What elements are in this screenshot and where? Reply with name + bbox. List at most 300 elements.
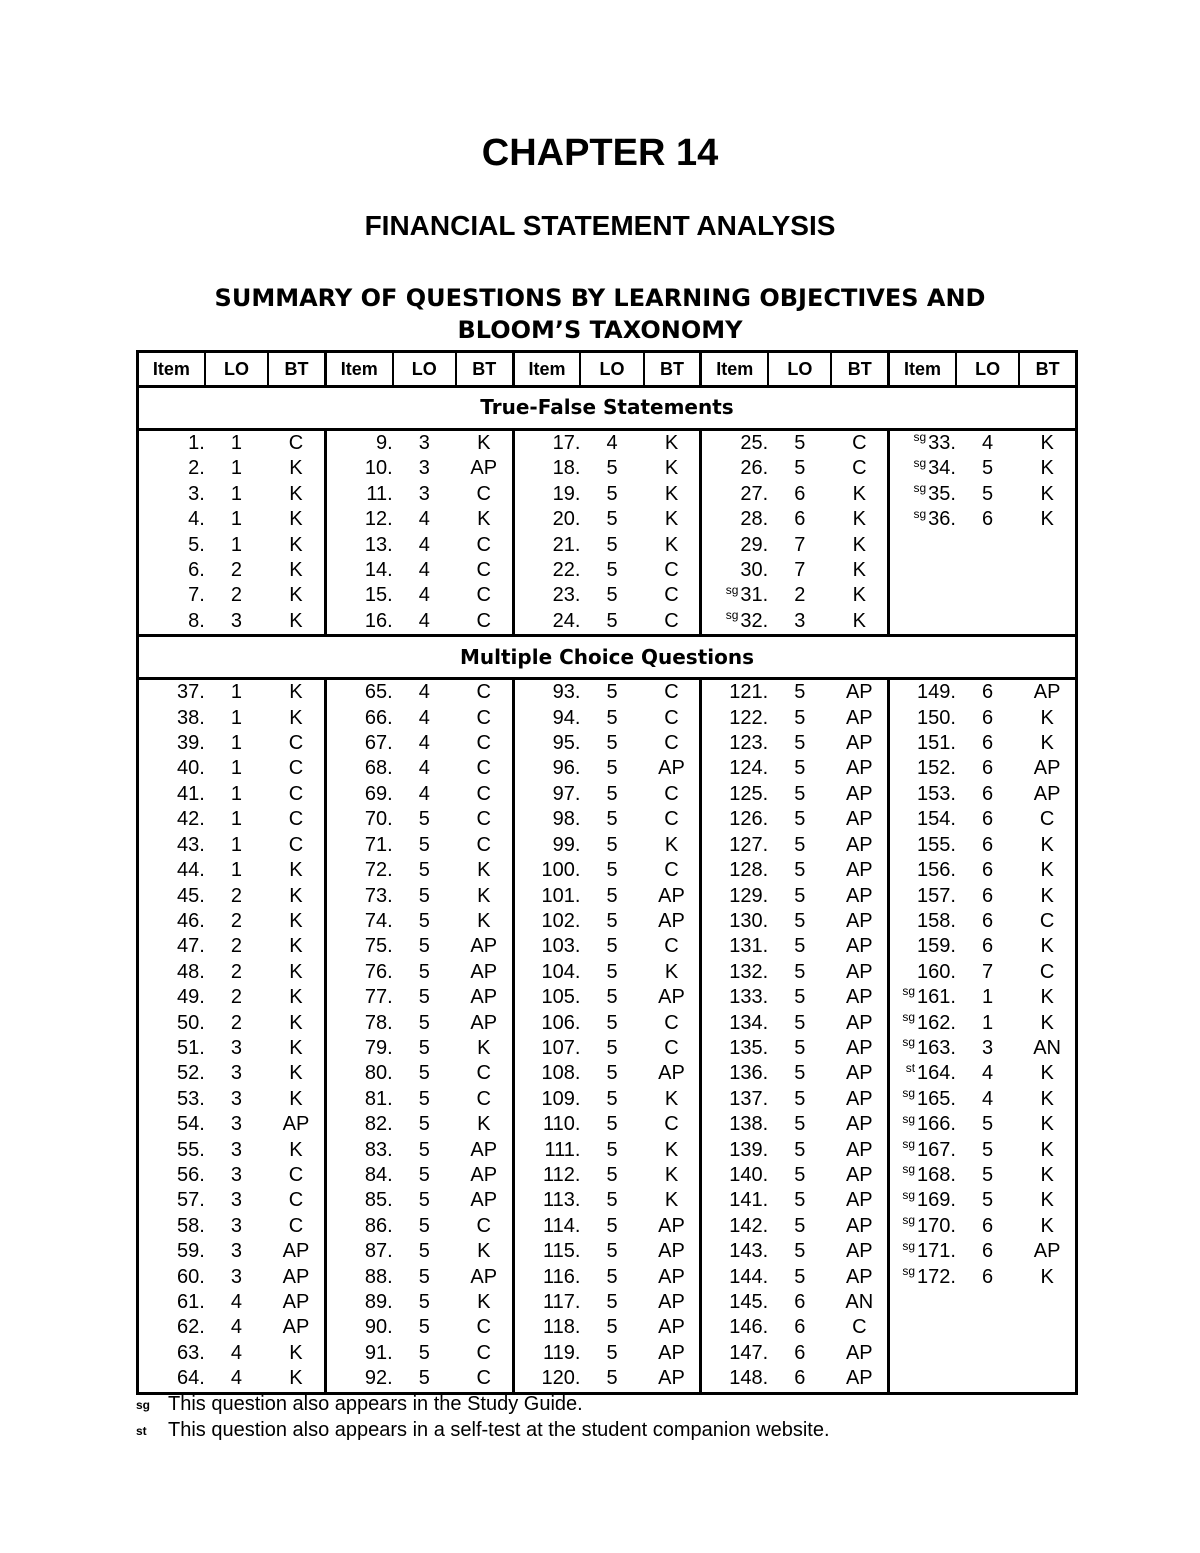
bt-cell: K [1019,1011,1076,1036]
bt-cell: K [644,833,701,858]
item-cell: 64. [177,1367,205,1390]
footnote-marker: sg [725,608,739,623]
lo-cell: 6 [982,1265,994,1288]
item-cell: 129. [729,884,769,907]
bt-cell: C [831,430,888,457]
item-cell: 24. [552,609,581,632]
lo-cell: 5 [794,1062,806,1085]
footnote-mark: sg [136,1398,151,1412]
item-cell: 103. [541,935,581,958]
bt-cell: K [644,1163,701,1188]
bt-cell: AP [268,1112,325,1137]
lo-cell: 5 [794,782,806,805]
lo-cell [956,1341,1019,1366]
lo-cell: 1 [230,457,243,480]
bt-cell: C [456,756,513,781]
bt-cell: K [831,558,888,583]
item-cell: 99. [552,833,581,856]
bt-cell: K [831,609,888,636]
item-cell: $^{sg}$ 170. [902,1213,956,1237]
item-cell: $^{sg}$ 165. [902,1086,956,1110]
footnote-text: This question also appears in the Study Guide. [168,1393,583,1415]
item-cell: 41. [177,782,205,805]
section-header-row [138,636,1077,679]
footnote-marker: sg [902,1035,916,1050]
bt-cell: K [644,1087,701,1112]
bt-cell: AP [831,1011,888,1036]
bt-cell: K [268,1036,325,1061]
lo-cell: 6 [982,1214,994,1237]
item-cell: 5. [188,533,205,556]
lo-cell: 5 [418,909,430,932]
lo-cell [956,533,1019,558]
lo-cell: 5 [606,909,618,932]
item-cell: 71. [364,833,393,856]
lo-cell: 6 [794,1291,806,1313]
column-header-item: Item [325,352,392,387]
bt-cell: K [268,583,325,608]
item-cell: $^{sg}$ 161. [902,984,956,1009]
item-cell: 60. [177,1265,205,1288]
item-cell: 108. [541,1062,581,1085]
table-row [138,1061,1077,1086]
lo-cell: 6 [982,884,994,907]
lo-cell: 7 [794,533,806,556]
item-cell: $^{sg}$ 35. [913,481,956,505]
item-cell: 155. [917,833,956,856]
item-cell [889,583,956,608]
item-cell: 88. [364,1265,393,1288]
bt-cell: AP [644,1265,701,1290]
bt-cell: K [1019,1265,1076,1290]
table-row [138,533,1077,558]
bt-cell: K [456,909,513,934]
lo-cell: 2 [230,1011,243,1034]
lo-cell: 5 [418,1316,430,1339]
lo-cell: 3 [230,1265,243,1288]
lo-cell: 3 [230,1062,243,1085]
column-header-bt: BT [831,352,888,387]
item-cell: 56. [177,1163,205,1186]
bt-cell: AP [644,909,701,934]
bt-cell: AP [456,456,513,481]
column-header-item: Item [513,352,580,387]
lo-cell: 5 [606,935,618,958]
item-cell: 128. [729,859,769,882]
footnote-marker: sg [902,1162,916,1177]
item-cell: $^{sg}$ 33. [913,430,956,454]
bt-cell: C [1019,960,1076,985]
lo-cell: 5 [418,859,430,882]
lo-cell: 5 [606,457,618,480]
lo-cell: 6 [794,508,806,531]
lo-cell: 5 [606,1214,618,1237]
table-body [138,387,1077,1394]
lo-cell: 5 [606,1011,618,1034]
lo-cell: 5 [606,1341,618,1364]
lo-cell: 5 [606,482,618,505]
lo-cell: 5 [418,1265,430,1288]
item-cell: 61. [177,1291,205,1313]
item-cell: 1. [188,432,205,454]
item-cell: 110. [542,1113,581,1136]
item-cell: 104. [541,960,581,983]
item-cell [889,1315,956,1340]
table-row [138,1138,1077,1163]
item-cell: 58. [177,1214,205,1237]
bt-cell: K [1019,1214,1076,1239]
item-cell: 12. [364,508,393,531]
footnote-marker: sg [913,455,927,470]
item-cell [889,1366,956,1393]
lo-cell: 5 [606,1087,618,1110]
column-header-bt: BT [1019,352,1076,387]
bt-cell: C [644,1036,701,1061]
bt-cell: K [1019,985,1076,1010]
lo-cell: 5 [606,1240,618,1263]
bt-cell [1019,1341,1076,1366]
lo-cell: 3 [230,609,243,632]
lo-cell: 5 [794,1138,806,1161]
bt-cell: K [831,533,888,558]
item-cell: 50. [177,1011,205,1034]
item-cell: 16. [364,609,393,632]
footnote-marker: sg [902,1136,916,1151]
item-cell: 115. [542,1240,581,1263]
item-cell: 94. [552,706,581,729]
lo-cell: 5 [982,1138,994,1161]
summary-heading-line-1: SUMMARY OF QUESTIONS BY LEARNING OBJECTIVES AND [214,284,986,312]
lo-cell: 4 [418,609,430,632]
bt-cell: K [644,482,701,507]
item-cell: 59. [177,1240,205,1263]
lo-cell: 5 [418,1062,430,1085]
bt-cell: C [644,706,701,731]
lo-cell: 5 [418,1138,430,1161]
item-cell: 156. [917,859,956,882]
lo-cell: 7 [794,559,806,582]
lo-cell: 4 [418,533,430,556]
bt-cell: C [456,482,513,507]
lo-cell [956,1366,1019,1393]
bt-cell: K [268,1087,325,1112]
item-cell: 10. [364,457,393,480]
item-cell: $^{sg}$ 163. [902,1035,956,1059]
bt-cell: K [644,507,701,532]
bt-cell: K [456,430,513,457]
lo-cell: 3 [230,1036,243,1059]
lo-cell: 6 [794,1367,806,1390]
section-header-row [138,387,1077,430]
lo-cell: 5 [418,808,430,831]
bt-cell: AP [644,1061,701,1086]
item-cell: 149. [917,681,956,704]
item-cell: 93. [552,681,581,704]
table-row [138,706,1077,731]
bt-cell: K [268,1138,325,1163]
lo-cell: 6 [982,909,994,932]
bt-cell: AP [456,960,513,985]
table-row [138,782,1077,807]
lo-cell: 6 [982,732,994,755]
item-cell: 124. [729,757,769,780]
lo-cell: 5 [606,609,618,632]
lo-cell: 5 [418,1214,430,1237]
lo-cell: 5 [418,1240,430,1263]
lo-cell: 5 [794,432,806,454]
bt-cell: K [268,507,325,532]
item-cell: 133. [729,986,769,1009]
lo-cell: 5 [794,457,806,480]
lo-cell [956,583,1019,608]
lo-cell: 5 [606,782,618,805]
item-cell: $^{sg}$ 168. [902,1162,956,1186]
lo-cell: 5 [606,884,618,907]
footnote [136,1392,1136,1418]
bt-cell: C [456,1341,513,1366]
bt-cell: AP [644,1315,701,1340]
bt-cell: K [644,1138,701,1163]
table-row [138,430,1077,457]
summary-table [136,350,1078,1395]
lo-cell: 5 [982,482,994,505]
item-cell: 28. [740,508,769,531]
item-cell: 85. [364,1189,393,1212]
bt-cell: C [644,583,701,608]
bt-cell: AP [831,909,888,934]
bt-cell: AN [831,1290,888,1315]
item-cell: $^{sg}$ 167. [902,1136,956,1161]
footnote-marker: sg [913,481,927,496]
lo-cell: 2 [230,884,243,907]
item-cell: 148. [729,1367,769,1390]
bt-cell: AP [456,1138,513,1163]
bt-cell: K [268,609,325,636]
lo-cell: 5 [606,986,618,1009]
bt-cell: AP [831,1138,888,1163]
bt-cell: AP [831,756,888,781]
bt-cell: K [1019,884,1076,909]
bt-cell: K [644,456,701,481]
lo-cell: 6 [794,482,806,505]
item-cell: 158. [917,909,956,932]
lo-cell: 3 [794,609,806,632]
item-cell: 25. [740,432,769,454]
item-cell: 91. [364,1341,393,1364]
column-header-lo: LO [956,352,1019,387]
item-cell: 143. [729,1240,769,1263]
table-header [138,352,1077,387]
footnote-marker: sg [725,582,739,597]
lo-cell: 5 [794,808,806,831]
bt-cell: C [456,1087,513,1112]
bt-cell: K [456,1239,513,1264]
table-row [138,756,1077,781]
lo-cell: 3 [418,457,430,480]
bt-cell [1019,1315,1076,1340]
lo-cell: 5 [418,1367,430,1390]
footnotes [136,1392,1136,1444]
item-cell: 105. [541,986,581,1009]
item-cell: 19. [552,482,581,505]
lo-cell: 5 [794,909,806,932]
item-cell: 142. [729,1214,769,1237]
bt-cell: C [268,756,325,781]
bt-cell: C [456,609,513,636]
bt-cell: K [1019,934,1076,959]
lo-cell: 5 [606,1291,618,1313]
lo-cell: 6 [982,757,994,780]
lo-cell: 6 [982,681,994,704]
table-row [138,934,1077,959]
item-cell: 132. [729,960,769,983]
lo-cell: 6 [982,935,994,958]
item-cell: 46. [177,909,205,932]
lo-cell [956,1290,1019,1315]
lo-cell: 5 [418,935,430,958]
bt-cell: AP [831,706,888,731]
lo-cell: 5 [418,1163,430,1186]
bt-cell: K [1019,858,1076,883]
summary-heading [0,282,1200,346]
footnote-marker: sg [902,1213,916,1228]
bt-cell: AP [644,1290,701,1315]
table-row [138,1188,1077,1213]
footnote [136,1418,1136,1444]
bt-cell [1019,1366,1076,1393]
item-cell: 112. [542,1163,581,1186]
lo-cell: 5 [794,1011,806,1034]
item-cell: 13. [364,533,393,556]
bt-cell: C [644,782,701,807]
bt-cell: AP [644,1366,701,1393]
table-row [138,1112,1077,1137]
bt-cell: AP [644,884,701,909]
bt-cell: K [1019,833,1076,858]
lo-cell: 5 [794,884,806,907]
bt-cell: C [456,807,513,832]
item-cell: 4. [188,508,205,531]
bt-cell: C [268,430,325,457]
bt-cell: C [268,1163,325,1188]
lo-cell: 5 [606,706,618,729]
lo-cell: 5 [606,808,618,831]
table-row [138,1341,1077,1366]
table-row [138,583,1077,608]
item-cell: 80. [364,1062,393,1085]
item-cell: 40. [177,757,205,780]
lo-cell: 5 [418,1036,430,1059]
bt-cell: K [268,533,325,558]
lo-cell: 5 [418,1341,430,1364]
bt-cell: C [268,807,325,832]
table-row [138,833,1077,858]
bt-cell: C [644,934,701,959]
bt-cell: C [268,1188,325,1213]
lo-cell: 1 [230,482,243,505]
item-cell: 17. [552,432,581,454]
item-cell: 127. [729,833,769,856]
lo-cell: 5 [794,757,806,780]
bt-cell: K [456,1112,513,1137]
bt-cell: K [268,985,325,1010]
item-cell: 97. [552,782,581,805]
lo-cell: 4 [230,1367,243,1390]
bt-cell: AP [456,934,513,959]
lo-cell: 2 [794,584,806,607]
bt-cell: K [268,909,325,934]
lo-cell: 6 [982,706,994,729]
item-cell: 30. [740,559,769,582]
item-cell: 147. [729,1341,769,1364]
footnote-text: This question also appears in a self-test at the student companion website. [168,1419,830,1441]
item-cell: 55. [177,1138,205,1161]
table-row [138,507,1077,532]
lo-cell: 2 [230,935,243,958]
bt-cell: C [456,1315,513,1340]
item-cell: 75. [364,935,393,958]
item-cell: 96. [552,757,581,780]
table-row [138,456,1077,481]
bt-cell: AP [831,1341,888,1366]
item-cell: $^{st}$ 164. [905,1060,956,1085]
lo-cell: 5 [794,1214,806,1237]
item-cell: 101. [541,884,581,907]
item-cell: 95. [552,732,581,755]
item-cell: 120. [541,1367,581,1390]
lo-cell: 5 [606,508,618,531]
bt-cell [1019,1290,1076,1315]
footnote-marker: sg [902,1238,916,1253]
bt-cell: C [268,731,325,756]
item-cell: 76. [364,960,393,983]
bt-cell: K [268,679,325,706]
item-cell: $^{sg}$ 166. [902,1111,956,1136]
bt-cell: AP [268,1265,325,1290]
bt-cell: K [456,507,513,532]
lo-cell: 1 [230,508,243,531]
lo-cell: 5 [794,1087,806,1110]
bt-cell: K [1019,507,1076,532]
bt-cell [1019,533,1076,558]
lo-cell: 5 [982,1163,994,1186]
bt-cell: K [456,858,513,883]
item-cell: 130. [729,909,769,932]
lo-cell: 6 [794,1341,806,1364]
lo-cell: 5 [418,884,430,907]
lo-cell: 5 [418,1291,430,1313]
item-cell: 20. [552,508,581,531]
item-cell: $^{sg}$ 34. [913,455,956,480]
item-cell: 69. [364,782,393,805]
lo-cell: 1 [982,986,994,1009]
footnote-marker: sg [902,1111,916,1126]
bt-cell: C [831,1315,888,1340]
lo-cell: 5 [982,457,994,480]
bt-cell: K [456,1290,513,1315]
item-cell: 151. [917,732,956,755]
footnote-marker: sg [902,1086,916,1101]
lo-cell [956,1315,1019,1340]
bt-cell: AP [268,1290,325,1315]
item-cell: 118. [542,1316,581,1339]
bt-cell: AP [644,1239,701,1264]
table-row [138,909,1077,934]
lo-cell: 5 [794,732,806,755]
lo-cell: 5 [418,960,430,983]
column-header-bt: BT [644,352,701,387]
lo-cell: 5 [418,1087,430,1110]
